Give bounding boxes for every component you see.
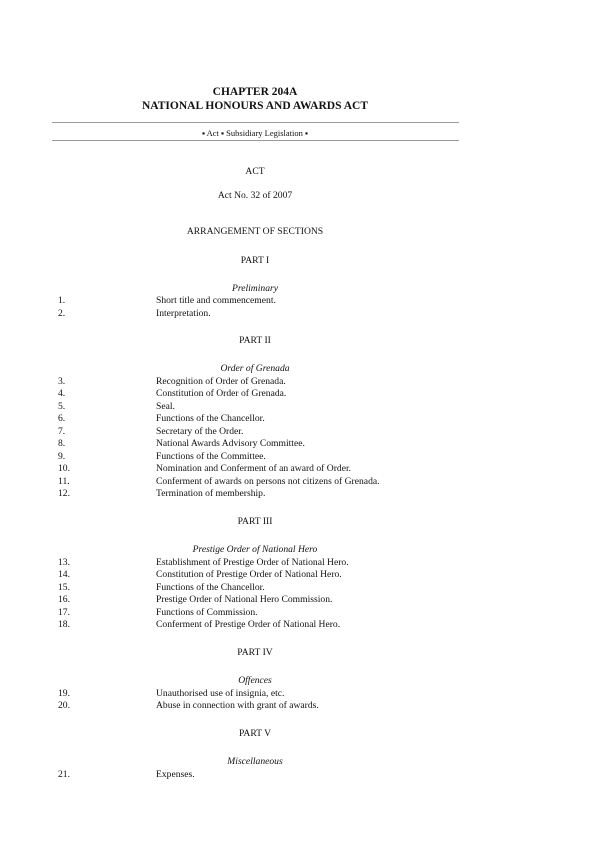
part-subtitle: Offences [238, 675, 272, 686]
section-number: 12. [58, 488, 70, 499]
section-title[interactable]: Conferment of awards on persons not citizens of Grenada. [156, 476, 380, 487]
part-label: PART II [239, 335, 271, 346]
section-title[interactable]: Constitution of Prestige Order of National Hero. [156, 569, 342, 580]
bottom-rule [52, 140, 459, 141]
section-title[interactable]: Nomination and Conferment of an award of Order. [156, 463, 352, 474]
act-title: NATIONAL HONOURS AND AWARDS ACT [142, 100, 368, 112]
section-number: 2. [58, 308, 66, 319]
section-number: 20. [58, 700, 70, 711]
bullet: ▪ [302, 128, 309, 138]
section-title[interactable]: Functions of the Chancellor. [156, 413, 265, 424]
section-number: 17. [58, 607, 70, 618]
section-title[interactable]: National Awards Advisory Committee. [156, 438, 305, 449]
section-number: 5. [58, 401, 66, 412]
section-number: 1. [58, 295, 66, 306]
section-title[interactable]: Interpretation. [156, 308, 211, 319]
bullet: ▪ [218, 128, 227, 138]
part-label: PART I [240, 255, 270, 266]
act-label: ACT [245, 166, 265, 177]
section-title[interactable]: Prestige Order of National Hero Commission. [156, 594, 333, 605]
section-number: 18. [58, 619, 70, 630]
section-title[interactable]: Expenses. [156, 769, 195, 780]
part-subtitle: Miscellaneous [227, 756, 283, 767]
section-number: 13. [58, 557, 70, 568]
section-title[interactable]: Functions of the Chancellor. [156, 582, 265, 593]
section-title[interactable]: Constitution of Order of Grenada. [156, 388, 287, 399]
part-subtitle: Prestige Order of National Hero [192, 544, 318, 555]
section-title[interactable]: Recognition of Order of Grenada. [156, 376, 286, 387]
section-title[interactable]: Establishment of Prestige Order of National Hero. [156, 557, 349, 568]
part-label: PART IV [237, 647, 273, 658]
section-title[interactable]: Conferment of Prestige Order of National Hero. [156, 619, 341, 630]
section-number: 21. [58, 769, 70, 780]
section-number: 3. [58, 376, 66, 387]
section-number: 7. [58, 426, 66, 437]
section-number: 11. [58, 476, 70, 487]
section-title[interactable]: Functions of the Committee. [156, 451, 266, 462]
section-title[interactable]: Short title and commencement. [156, 295, 276, 306]
section-number: 8. [58, 438, 66, 449]
top-rule [52, 122, 459, 123]
section-number: 9. [58, 451, 66, 462]
part-label: PART V [238, 728, 272, 739]
section-title[interactable]: Unauthorised use of insignia, etc. [156, 688, 285, 699]
section-title[interactable]: Functions of Commission. [156, 607, 258, 618]
section-number: 14. [58, 569, 70, 580]
part-label: PART III [237, 516, 273, 527]
arrangement-heading: ARRANGEMENT OF SECTIONS [186, 226, 324, 237]
section-number: 4. [58, 388, 66, 399]
section-number: 16. [58, 594, 70, 605]
act-number: Act No. 32 of 2007 [217, 190, 293, 201]
part-subtitle: Preliminary [231, 283, 278, 294]
legislation-nav [0, 128, 510, 138]
section-title[interactable]: Secretary of the Order. [156, 426, 244, 437]
bullet: ▪ [201, 128, 207, 138]
section-number: 6. [58, 413, 66, 424]
section-number: 19. [58, 688, 70, 699]
chapter-heading: CHAPTER 204A [212, 86, 298, 98]
subsidiary-legislation-link[interactable]: Subsidiary Legislation [226, 128, 303, 138]
act-link[interactable]: Act [206, 128, 219, 138]
section-title[interactable]: Termination of membership. [156, 488, 266, 499]
section-number: 15. [58, 582, 70, 593]
section-title[interactable]: Seal. [156, 401, 175, 412]
part-subtitle: Order of Grenada [220, 363, 290, 374]
section-number: 10. [58, 463, 70, 474]
section-title[interactable]: Abuse in connection with grant of awards. [156, 700, 319, 711]
